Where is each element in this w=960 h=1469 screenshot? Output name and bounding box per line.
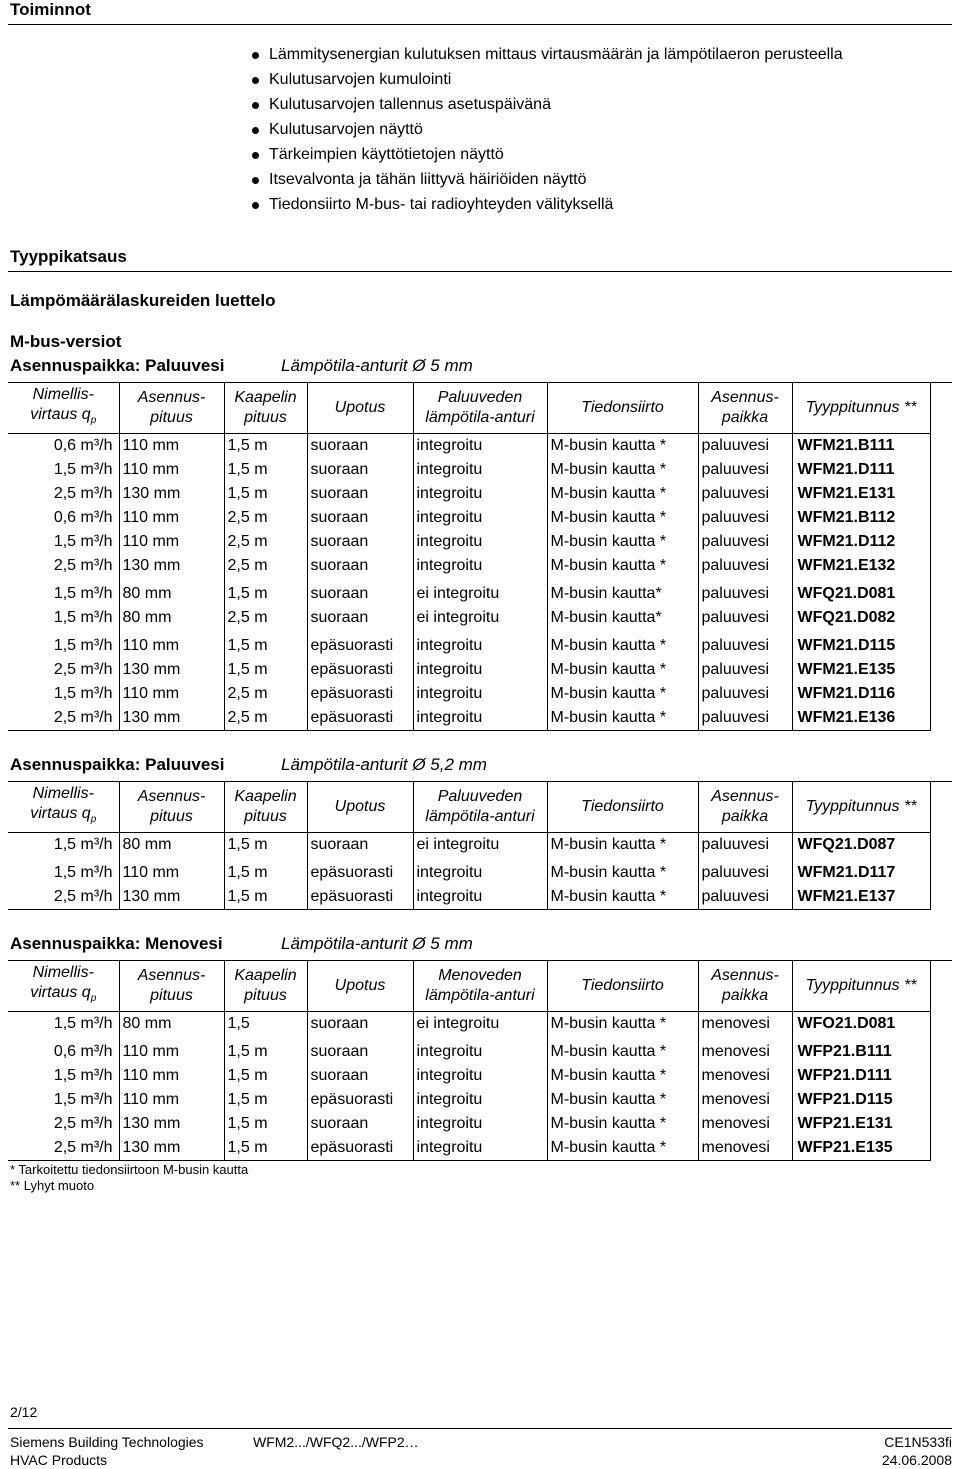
section-title-mbus: M-bus-versiot <box>10 332 122 351</box>
list-item: Itsevalvonta ja tähän liittyvä häiriöiden näyttö <box>252 169 843 194</box>
list-item: Tärkeimpien käyttötietojen näyttö <box>252 144 843 169</box>
column-header-mount: Upotus <box>307 383 413 434</box>
list-item: Lämmitysenergian kulutuksen mittaus virtausmäärän ja lämpötilaeron perusteella <box>252 44 843 69</box>
cell-cable: 1,5 m <box>224 658 307 682</box>
table-row <box>8 833 930 858</box>
cell-flow: 1,5 m³/h <box>53 585 113 602</box>
cell-type-code: WFP21.D111 <box>792 1064 930 1088</box>
cell-cable: 1,5 m <box>224 1064 307 1088</box>
cell-mount: suoraan <box>307 482 413 506</box>
column-header-sensor: Menoveden lämpötila-anturi <box>413 961 547 1012</box>
cell-flow: 0,6 m³/h <box>53 509 113 526</box>
cell-flow: 1,5 m³/h <box>53 461 113 478</box>
cell-sensor: integroitu <box>413 1088 547 1112</box>
section-title-luettelo: Lämpömäärälaskureiden luettelo <box>10 291 276 310</box>
cell-flow: 2,5 m³/h <box>8 706 119 731</box>
cell-flow: 1,5 m³/h <box>53 1015 113 1032</box>
cell-type-code: WFP21.B111 <box>792 1036 930 1064</box>
cell-flow: 2,5 m³/h <box>53 557 113 574</box>
cell-flow: 1,5 m³/h <box>53 685 113 702</box>
table-heading <box>8 356 952 383</box>
cell-length: 110 mm <box>119 682 224 706</box>
column-header-cable: Kaapelin pituus <box>224 383 307 434</box>
column-header-comm: Tiedonsiirto <box>547 383 698 434</box>
cell-length: 110 mm <box>119 857 224 885</box>
cell-location: paluuvesi <box>698 458 792 482</box>
cell-location: paluuvesi <box>698 706 792 731</box>
list-item: Tiedonsiirto M-bus- tai radioyhteyden välityksellä <box>252 194 843 219</box>
table-row <box>8 1136 930 1161</box>
column-header-length: Asennus- pituus <box>119 383 224 434</box>
cell-mount: epäsuorasti <box>307 630 413 658</box>
cell-cable: 2,5 m <box>224 706 307 731</box>
cell-type-code: WFM21.D112 <box>792 530 930 554</box>
cell-length: 80 mm <box>119 606 224 630</box>
cell-cable: 1,5 m <box>224 1088 307 1112</box>
table-row <box>8 1112 930 1136</box>
cell-flow: 2,5 m³/h <box>53 485 113 502</box>
cell-location: menovesi <box>698 1136 792 1161</box>
cell-location: menovesi <box>698 1012 792 1037</box>
cell-type-code: WFM21.E137 <box>792 885 930 910</box>
column-header-flow: Nimellis- virtaus $q_p$ <box>8 961 119 1012</box>
cell-type-code: WFQ21.D081 <box>792 578 930 606</box>
list-item: Kulutusarvojen tallennus asetuspäivänä <box>252 94 843 119</box>
cell-location: paluuvesi <box>698 833 792 858</box>
feature-list <box>252 44 843 219</box>
cell-mount: epäsuorasti <box>307 1088 413 1112</box>
divider <box>8 1428 952 1429</box>
cell-cable: 2,5 m <box>224 554 307 578</box>
cell-sensor: ei integroitu <box>413 606 547 630</box>
cell-type-code: WFM21.B112 <box>792 506 930 530</box>
column-header-cable: Kaapelin pituus <box>224 782 307 833</box>
cell-location: paluuvesi <box>698 885 792 910</box>
cell-cable: 2,5 m <box>224 606 307 630</box>
cell-comm: M-busin kautta * <box>547 434 698 459</box>
cell-type-code: WFQ21.D087 <box>792 833 930 858</box>
cell-type-code: WFP21.D115 <box>792 1088 930 1112</box>
cell-flow: 1,5 m³/h <box>53 1067 113 1084</box>
cell-cable: 1,5 m <box>224 1136 307 1161</box>
cell-length: 130 mm <box>119 885 224 910</box>
cell-mount: suoraan <box>307 1064 413 1088</box>
table-row <box>8 857 930 885</box>
cell-cable: 1,5 m <box>224 1036 307 1064</box>
cell-type-code: WFM21.E135 <box>792 658 930 682</box>
cell-sensor: integroitu <box>413 506 547 530</box>
cell-flow: 2,5 m³/h <box>8 885 119 910</box>
cell-length: 80 mm <box>119 833 224 858</box>
bullet-icon <box>252 152 259 159</box>
cell-mount: suoraan <box>307 1112 413 1136</box>
table-row <box>8 885 930 910</box>
cell-type-code: WFQ21.D082 <box>792 606 930 630</box>
table-row <box>8 1012 930 1037</box>
cell-cable: 1,5 m <box>224 833 307 858</box>
section-title-tyyppikatsaus: Tyyppikatsaus <box>10 247 127 266</box>
cell-comm: M-busin kautta* <box>547 578 698 606</box>
cell-sensor: integroitu <box>413 857 547 885</box>
cell-cable: 2,5 m <box>224 530 307 554</box>
cell-comm: M-busin kautta* <box>547 606 698 630</box>
cell-sensor: integroitu <box>413 530 547 554</box>
cell-flow: 2,5 m³/h <box>53 1115 113 1132</box>
column-header-sensor: Paluuveden lämpötila-anturi <box>413 383 547 434</box>
bullet-icon <box>252 177 259 184</box>
cell-location: paluuvesi <box>698 606 792 630</box>
cell-mount: suoraan <box>307 530 413 554</box>
cell-sensor: ei integroitu <box>413 578 547 606</box>
product-table <box>8 383 931 731</box>
cell-comm: M-busin kautta * <box>547 833 698 858</box>
cell-type-code: WFP21.E135 <box>792 1136 930 1161</box>
cell-mount: epäsuorasti <box>307 658 413 682</box>
table-row <box>8 1088 930 1112</box>
column-header-length: Asennus- pituus <box>119 782 224 833</box>
installation-location: Asennuspaikka: Menovesi <box>10 934 223 953</box>
cell-mount: suoraan <box>307 554 413 578</box>
cell-mount: epäsuorasti <box>307 1136 413 1161</box>
cell-comm: M-busin kautta * <box>547 1012 698 1037</box>
cell-flow: 1,5 m³/h <box>53 864 113 881</box>
cell-flow: 2,5 m³/h <box>8 1136 119 1161</box>
cell-cable: 1,5 m <box>224 885 307 910</box>
cell-comm: M-busin kautta * <box>547 1036 698 1064</box>
table-heading <box>8 934 952 961</box>
table-header-row <box>8 383 930 434</box>
cell-comm: M-busin kautta * <box>547 885 698 910</box>
section-title-toiminnot: Toiminnot <box>10 0 91 19</box>
cell-sensor: integroitu <box>413 1136 547 1161</box>
cell-location: paluuvesi <box>698 578 792 606</box>
sensor-info: Lämpötila-anturit Ø 5 mm <box>281 356 473 375</box>
cell-sensor: integroitu <box>413 458 547 482</box>
sensor-info: Lämpötila-anturit Ø 5 mm <box>281 934 473 953</box>
cell-mount: suoraan <box>307 606 413 630</box>
cell-comm: M-busin kautta * <box>547 554 698 578</box>
footnote: ** Lyhyt muoto <box>10 1178 95 1193</box>
cell-mount: suoraan <box>307 458 413 482</box>
cell-type-code: WFM21.E136 <box>792 706 930 731</box>
cell-location: paluuvesi <box>698 434 792 459</box>
cell-sensor: integroitu <box>413 434 547 459</box>
cell-length: 110 mm <box>119 630 224 658</box>
table-row <box>8 630 930 658</box>
column-header-cable: Kaapelin pituus <box>224 961 307 1012</box>
product-table <box>8 782 931 910</box>
column-header-location: Asennus- paikka <box>698 961 792 1012</box>
cell-cable: 1,5 m <box>224 458 307 482</box>
cell-cable: 1,5 m <box>224 578 307 606</box>
cell-mount: suoraan <box>307 506 413 530</box>
bullet-icon <box>252 52 259 59</box>
cell-type-code: WFM21.D116 <box>792 682 930 706</box>
cell-length: 110 mm <box>119 458 224 482</box>
cell-mount: suoraan <box>307 1036 413 1064</box>
bullet-icon <box>252 102 259 109</box>
cell-flow: 1,5 m³/h <box>53 1091 113 1108</box>
cell-sensor: integroitu <box>413 885 547 910</box>
cell-sensor: integroitu <box>413 682 547 706</box>
cell-length: 110 mm <box>119 1088 224 1112</box>
list-item: Kulutusarvojen kumulointi <box>252 69 843 94</box>
table-row <box>8 658 930 682</box>
cell-location: paluuvesi <box>698 506 792 530</box>
cell-location: menovesi <box>698 1036 792 1064</box>
column-header-flow: Nimellis- virtaus $q_p$ <box>8 782 119 833</box>
cell-comm: M-busin kautta * <box>547 682 698 706</box>
column-header-type-code: Tyyppitunnus ** <box>792 383 930 434</box>
cell-mount: epäsuorasti <box>307 682 413 706</box>
table-row <box>8 1064 930 1088</box>
table-heading <box>8 755 952 782</box>
cell-location: menovesi <box>698 1088 792 1112</box>
cell-mount: suoraan <box>307 1012 413 1037</box>
cell-location: menovesi <box>698 1064 792 1088</box>
cell-sensor: integroitu <box>413 1036 547 1064</box>
cell-comm: M-busin kautta * <box>547 658 698 682</box>
cell-sensor: integroitu <box>413 482 547 506</box>
cell-type-code: WFM21.E132 <box>792 554 930 578</box>
table-row <box>8 434 930 459</box>
bullet-icon <box>252 202 259 209</box>
cell-sensor: integroitu <box>413 630 547 658</box>
cell-sensor: ei integroitu <box>413 1012 547 1037</box>
page-number: 2/12 <box>10 1404 38 1420</box>
cell-mount: suoraan <box>307 434 413 459</box>
table-row <box>8 554 930 578</box>
cell-mount: epäsuorasti <box>307 857 413 885</box>
sensor-info: Lämpötila-anturit Ø 5,2 mm <box>281 755 487 774</box>
column-header-comm: Tiedonsiirto <box>547 782 698 833</box>
table-row <box>8 458 930 482</box>
footnotes <box>10 1162 248 1194</box>
cell-cable: 1,5 m <box>224 857 307 885</box>
cell-type-code: WFM21.D117 <box>792 857 930 885</box>
table-header-row <box>8 782 930 833</box>
cell-cable: 2,5 m <box>224 506 307 530</box>
cell-sensor: integroitu <box>413 1064 547 1088</box>
product-table <box>8 961 931 1161</box>
cell-length: 130 mm <box>119 1112 224 1136</box>
cell-comm: M-busin kautta * <box>547 630 698 658</box>
cell-cable: 2,5 m <box>224 682 307 706</box>
divider <box>8 271 952 272</box>
cell-cable: 1,5 m <box>224 630 307 658</box>
installation-location: Asennuspaikka: Paluuvesi <box>10 356 225 375</box>
cell-flow: 1,5 m³/h <box>53 609 113 626</box>
footer-company: Siemens Building Technologies <box>10 1434 204 1450</box>
cell-sensor: ei integroitu <box>413 833 547 858</box>
cell-location: menovesi <box>698 1112 792 1136</box>
cell-comm: M-busin kautta * <box>547 857 698 885</box>
cell-mount: suoraan <box>307 833 413 858</box>
cell-flow: 2,5 m³/h <box>53 661 113 678</box>
cell-location: paluuvesi <box>698 658 792 682</box>
table-row <box>8 506 930 530</box>
cell-location: paluuvesi <box>698 554 792 578</box>
cell-length: 130 mm <box>119 706 224 731</box>
cell-type-code: WFO21.D081 <box>792 1012 930 1037</box>
cell-type-code: WFP21.E131 <box>792 1112 930 1136</box>
footnote: * Tarkoitettu tiedonsiirtoon M-busin kautta <box>10 1162 249 1177</box>
cell-flow: 0,6 m³/h <box>53 1043 113 1060</box>
cell-length: 130 mm <box>119 482 224 506</box>
cell-type-code: WFM21.E131 <box>792 482 930 506</box>
column-header-flow: Nimellis- virtaus $q_p$ <box>8 383 119 434</box>
cell-sensor: integroitu <box>413 706 547 731</box>
cell-flow: 0,6 m³/h <box>53 437 113 454</box>
cell-cable: 1,5 m <box>224 482 307 506</box>
column-header-mount: Upotus <box>307 782 413 833</box>
cell-location: paluuvesi <box>698 482 792 506</box>
cell-length: 110 mm <box>119 506 224 530</box>
bullet-icon <box>252 77 259 84</box>
bullet-icon <box>252 127 259 134</box>
cell-length: 80 mm <box>119 1012 224 1037</box>
cell-length: 110 mm <box>119 1036 224 1064</box>
column-header-sensor: Paluuveden lämpötila-anturi <box>413 782 547 833</box>
cell-cable: 1,5 m <box>224 1112 307 1136</box>
cell-length: 130 mm <box>119 1136 224 1161</box>
cell-location: paluuvesi <box>698 630 792 658</box>
cell-type-code: WFM21.D111 <box>792 458 930 482</box>
cell-location: paluuvesi <box>698 682 792 706</box>
cell-location: paluuvesi <box>698 530 792 554</box>
cell-comm: M-busin kautta * <box>547 1136 698 1161</box>
column-header-type-code: Tyyppitunnus ** <box>792 782 930 833</box>
cell-mount: epäsuorasti <box>307 706 413 731</box>
cell-comm: M-busin kautta * <box>547 1064 698 1088</box>
table-header-row <box>8 961 930 1012</box>
cell-comm: M-busin kautta * <box>547 458 698 482</box>
cell-comm: M-busin kautta * <box>547 1112 698 1136</box>
footer-models: WFM2.../WFQ2.../WFP2… <box>253 1434 419 1450</box>
cell-flow: 1,5 m³/h <box>53 836 113 853</box>
list-item: Kulutusarvojen näyttö <box>252 119 843 144</box>
cell-cable: 1,5 m <box>224 434 307 459</box>
cell-flow: 1,5 m³/h <box>53 533 113 550</box>
cell-sensor: integroitu <box>413 658 547 682</box>
cell-type-code: WFM21.D115 <box>792 630 930 658</box>
footer-doc-id: CE1N533fi <box>884 1434 952 1450</box>
column-header-type-code: Tyyppitunnus ** <box>792 961 930 1012</box>
installation-location: Asennuspaikka: Paluuvesi <box>10 755 225 774</box>
column-header-location: Asennus- paikka <box>698 383 792 434</box>
cell-comm: M-busin kautta * <box>547 706 698 731</box>
column-header-mount: Upotus <box>307 961 413 1012</box>
column-header-location: Asennus- paikka <box>698 782 792 833</box>
cell-type-code: WFM21.B111 <box>792 434 930 459</box>
cell-comm: M-busin kautta * <box>547 506 698 530</box>
column-header-comm: Tiedonsiirto <box>547 961 698 1012</box>
footer-division: HVAC Products <box>10 1452 107 1468</box>
table-row <box>8 606 930 630</box>
table-row <box>8 530 930 554</box>
cell-length: 130 mm <box>119 554 224 578</box>
cell-comm: M-busin kautta * <box>547 1088 698 1112</box>
cell-cable: 1,5 <box>224 1012 307 1037</box>
cell-length: 80 mm <box>119 578 224 606</box>
cell-length: 110 mm <box>119 1064 224 1088</box>
cell-mount: suoraan <box>307 578 413 606</box>
table-row <box>8 682 930 706</box>
table-row <box>8 1036 930 1064</box>
cell-sensor: integroitu <box>413 554 547 578</box>
footer-date: 24.06.2008 <box>881 1452 952 1468</box>
cell-mount: epäsuorasti <box>307 885 413 910</box>
table-row <box>8 482 930 506</box>
cell-comm: M-busin kautta * <box>547 482 698 506</box>
cell-flow: 1,5 m³/h <box>53 637 113 654</box>
cell-length: 110 mm <box>119 434 224 459</box>
cell-length: 110 mm <box>119 530 224 554</box>
cell-location: paluuvesi <box>698 857 792 885</box>
column-header-length: Asennus- pituus <box>119 961 224 1012</box>
cell-sensor: integroitu <box>413 1112 547 1136</box>
cell-comm: M-busin kautta * <box>547 530 698 554</box>
table-row <box>8 706 930 731</box>
table-row <box>8 578 930 606</box>
cell-length: 130 mm <box>119 658 224 682</box>
divider <box>8 24 952 25</box>
